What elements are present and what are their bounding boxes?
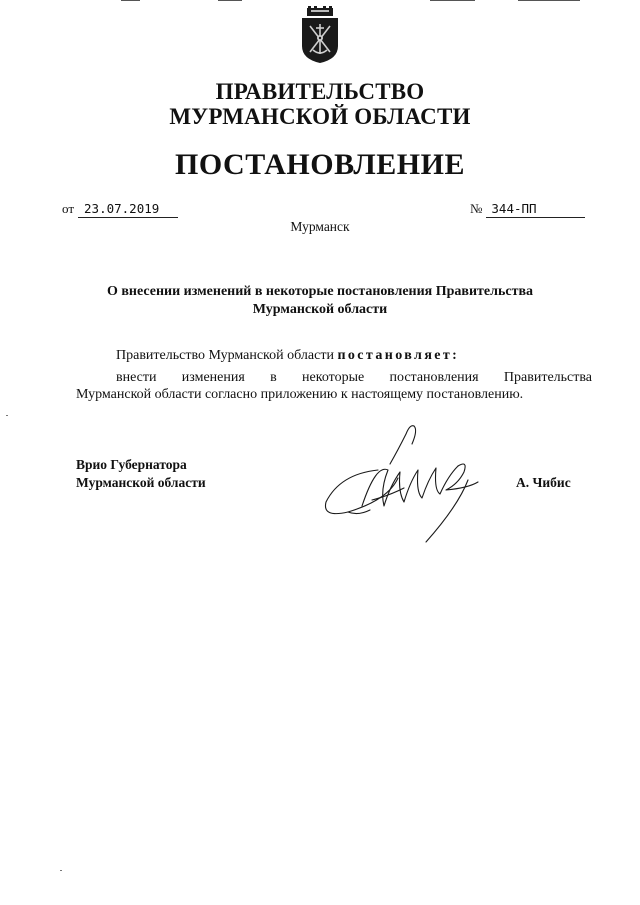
document-subject <box>60 283 580 319</box>
organization-title-line1: ПРАВИТЕЛЬСТВО <box>215 79 425 104</box>
body-intro-line <box>116 347 459 364</box>
scan-artifact <box>518 0 580 1</box>
body-text-line2: внести изменения в некоторые постановления Правительства <box>116 370 592 385</box>
body-text-line3: Мурманской области согласно приложению к настоящему постановлению. <box>76 387 524 402</box>
organization-title-line2: МУРМАНСКОЙ ОБЛАСТИ <box>169 104 471 129</box>
body-intro: Правительство Мурманской области <box>116 348 334 363</box>
subject-line2: Мурманской области <box>252 302 388 317</box>
subject-line1: О внесении изменений в некоторые постановления Правительства <box>106 284 534 299</box>
document-city: Мурманск <box>290 219 350 234</box>
handwritten-signature-icon <box>318 420 488 544</box>
scan-artifact <box>121 0 140 1</box>
signatory-title-line1: Врио Губернатора <box>76 457 187 472</box>
document-number <box>470 201 585 218</box>
number-field: 344-ПП <box>486 201 585 218</box>
scan-artifact <box>218 0 242 1</box>
number-prefix: № <box>470 201 483 216</box>
date-field: 23.07.2019 <box>78 201 178 218</box>
scan-speck <box>6 415 8 416</box>
document-date <box>62 201 178 218</box>
date-prefix: от <box>62 201 75 216</box>
signatory-name: А. Чибис <box>516 475 571 490</box>
signatory-title <box>76 456 206 492</box>
decree-word: постановляет: <box>337 348 460 363</box>
scan-speck <box>60 870 62 871</box>
organization-title <box>0 79 640 129</box>
document-type-title: ПОСТАНОВЛЕНИЕ <box>175 148 465 181</box>
scan-artifact <box>430 0 475 1</box>
signatory-title-line2: Мурманской области <box>76 475 206 490</box>
coat-of-arms-icon <box>299 6 341 64</box>
